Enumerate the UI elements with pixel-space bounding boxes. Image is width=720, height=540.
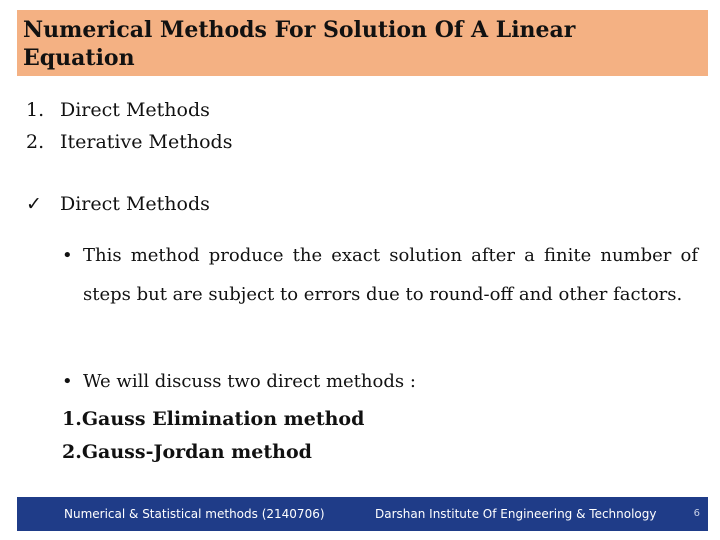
slide-title: Numerical Methods For Solution Of A Linear Equation — [23, 17, 576, 71]
checked-heading — [26, 190, 210, 218]
list-number: 2. — [26, 131, 45, 153]
list-label: Direct Methods — [60, 99, 210, 121]
bullet-paragraph — [62, 236, 698, 314]
page-number: 6 — [693, 508, 700, 519]
numbered-list — [26, 94, 232, 158]
footer-bar — [17, 497, 708, 531]
list-item — [26, 94, 232, 126]
footer-institute: Darshan Institute Of Engineering & Technology — [375, 507, 657, 521]
title-bar — [17, 10, 708, 76]
list-number: 1. — [26, 99, 45, 121]
paragraph-text: This method produce the exact solution after a finite number of steps but are subject to errors due to round-off and other factors. — [83, 245, 698, 305]
method-item: 1.Gauss Elimination method — [62, 408, 365, 430]
methods-list — [62, 403, 364, 469]
checked-heading-label: Direct Methods — [60, 193, 210, 215]
bullet-discuss — [62, 368, 682, 396]
checkmark-icon: ✓ — [26, 193, 42, 215]
list-item — [26, 126, 232, 158]
footer-course: Numerical & Statistical methods (2140706) — [64, 507, 325, 521]
bullet-icon: • — [62, 371, 73, 392]
bullet-icon: • — [62, 245, 73, 266]
list-label: Iterative Methods — [60, 131, 233, 153]
discuss-text: We will discuss two direct methods : — [83, 371, 416, 392]
method-item: 2.Gauss-Jordan method — [62, 441, 312, 463]
